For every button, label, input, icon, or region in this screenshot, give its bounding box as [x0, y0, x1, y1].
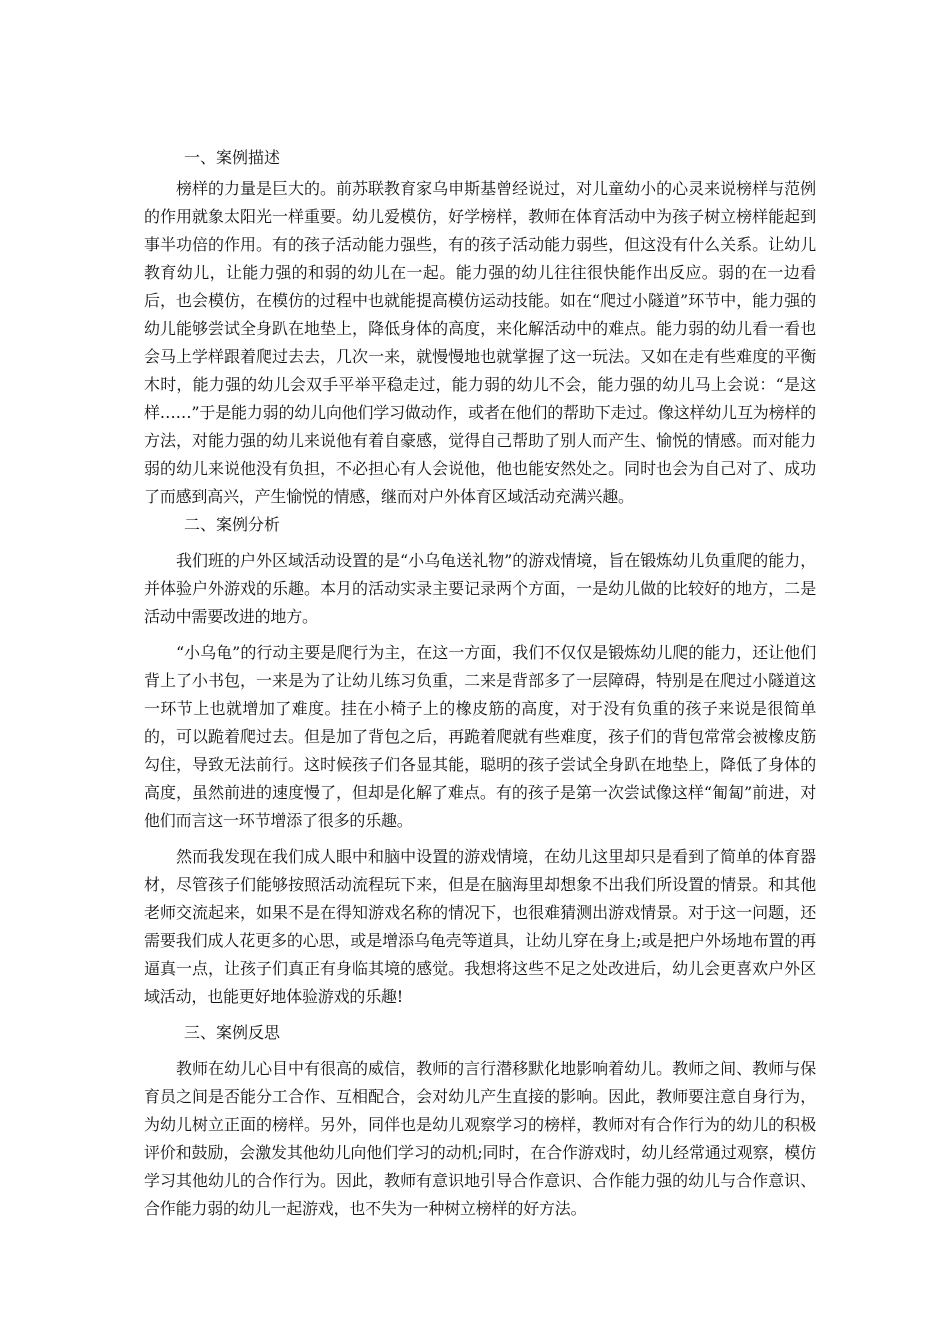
section-heading-reflection: 三、案例反思 — [184, 1023, 281, 1042]
section-heading-analysis: 二、案例分析 — [184, 515, 281, 534]
section-heading-description: 一、案例描述 — [184, 148, 281, 167]
paragraph-description-1: 榜样的力量是巨大的。前苏联教育家乌申斯基曾经说过，对儿童幼小的心灵来说榜样与范例的作用就象太阳光一样重要。幼儿爱模仿，好学榜样，教师在体育活动中为孩子树立榜样能起到事半功倍的作用。有的孩子活动能力强些，有的孩子活动能力弱些，但这没有什么关系。让幼儿教育幼儿，让能力强的和弱的幼儿在一起。能力强的幼儿往往很快能作出反应。弱的在一边看后，也会模仿，在模仿的过程中也就能提高模仿运动技能。如在“爬过小隧道”环节中，能力强的幼儿能够尝试全身趴在地垫上，降低身体的高度，来化解活动中的难点。能力弱的幼儿看一看也会马上学样跟着爬过去去，几次一来，就慢慢地也就掌握了这一玩法。又如在走有些难度的平衡木时，能力强的幼儿会双手平举平稳走过，能力弱的幼儿不会，能力强的幼儿马上会说：“是这样……”于是能力弱的幼儿向他们学习做动作，或者在他们的帮助下走过。像这样幼儿互为榜样的方法，对能力强的幼儿来说他有着自豪感，觉得自己帮助了别人而产生、愉悦的情感。而对能力弱的幼儿来说他没有负担，不必担心有人会说他，他也能安然处之。同时也会为自己对了、成功了而感到高兴，产生愉悦的情感，继而对户外体育区域活动充满兴趣。 — [144, 179, 816, 506]
paragraph-analysis-3: 然而我发现在我们成人眼中和脑中设置的游戏情境，在幼儿这里却只是看到了简单的体育器材，尽管孩子们能够按照活动流程玩下来，但是在脑海里却想象不出我们所设置的情景。和其他老师交流起来，如果不是在得知游戏名称的情况下，也很难猜测出游戏情景。对于这一问题，还需要我们成人花更多的心思，或是增添乌龟壳等道具，让幼儿穿在身上;或是把户外场地布置的再逼真一点，让孩子们真正有身临其境的感觉。我想将这些不足之处改进后，幼儿会更喜欢户外区域活动，也能更好地体验游戏的乐趣! — [144, 847, 816, 1006]
paragraph-analysis-2: “小乌龟”的行动主要是爬行为主，在这一方面，我们不仅仅是锻炼幼儿爬的能力，还让他们背上了小书包，一来是为了让幼儿练习负重，二来是背部多了一层障碍，特别是在爬过小隧道这一环节上也就增加了难度。挂在小椅子上的橡皮筋的高度，对于没有负重的孩子来说是很简单的，可以跪着爬过去。但是加了背包之后，再跪着爬就有些难度，孩子们的背包常常会被橡皮筋勾住，导致无法前行。这时候孩子们各显其能，聪明的孩子尝试全身趴在地垫上，降低了身体的高度，虽然前进的速度慢了，但却是化解了难点。有的孩子是第一次尝试像这样“匍匐”前进，对他们而言这一环节增添了很多的乐趣。 — [144, 643, 816, 830]
document-page — [144, 144, 816, 1223]
paragraph-reflection-1: 教师在幼儿心目中有很高的威信，教师的言行潜移默化地影响着幼儿。教师之间、教师与保育员之间是否能分工合作、互相配合，会对幼儿产生直接的影响。因此，教师要注意自身行为，为幼儿树立正面的榜样。另外，同伴也是幼儿观察学习的榜样，教师对有合作行为的幼儿的积极评价和鼓励，会激发其他幼儿向他们学习的动机;同时，在合作游戏时，幼儿经常通过观察，模仿学习其他幼儿的合作行为。因此，教师有意识地引导合作意识、合作能力强的幼儿与合作意识、合作能力弱的幼儿一起游戏，也不失为一种树立榜样的好方法。 — [144, 1059, 816, 1218]
paragraph-analysis-1: 我们班的户外区域活动设置的是“小乌龟送礼物”的游戏情境，旨在锻炼幼儿负重爬的能力，并体验户外游戏的乐趣。本月的活动实录主要记录两个方面，一是幼儿做的比较好的地方，二是活动中需要改进的地方。 — [144, 551, 816, 626]
